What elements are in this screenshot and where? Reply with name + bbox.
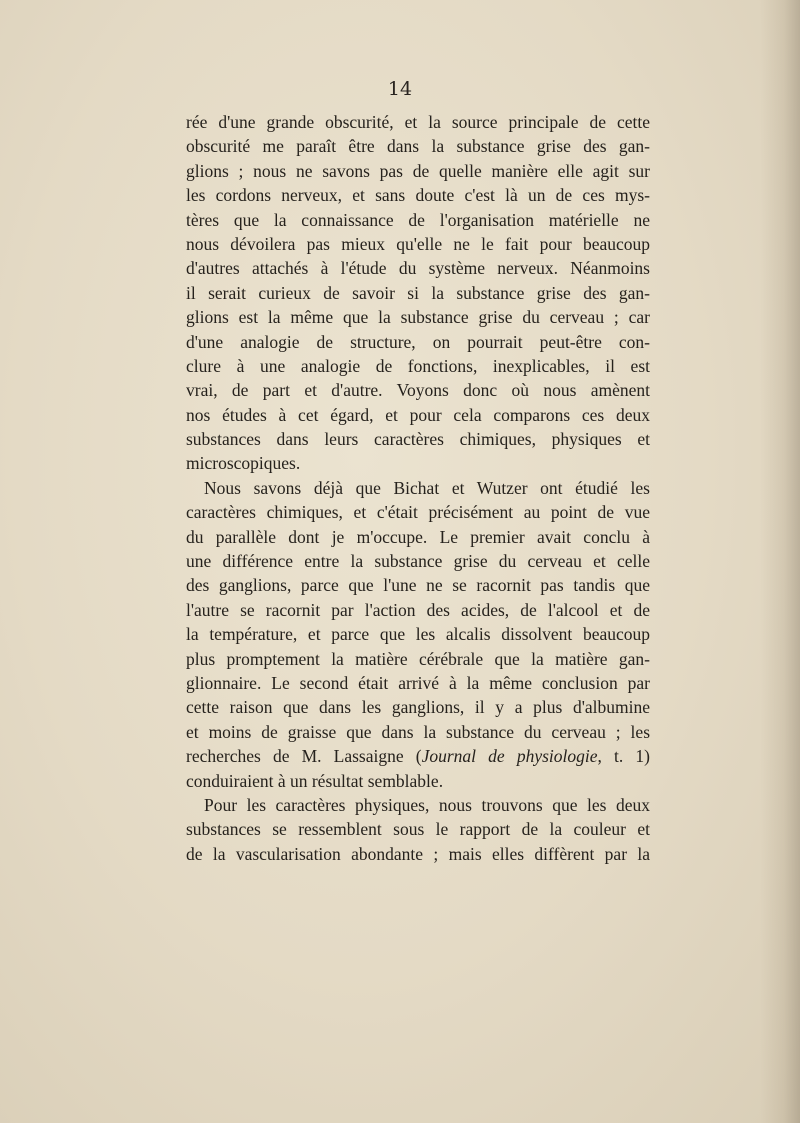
text-line: cette raison que dans les ganglions, il y a plus d'albumine — [186, 697, 650, 718]
text-line: plus promptement la matière cérébrale que la matière gan- — [186, 648, 650, 669]
paragraph-2 — [186, 476, 650, 793]
text-line: Nous savons déjà que Bichat et Wutzer ont étudié les — [204, 477, 650, 498]
text-line: une différence entre la substance grise du cerveau et celle — [186, 551, 650, 572]
text-line: conduiraient à un résultat semblable. — [186, 770, 444, 791]
text-line: la température, et parce que les alcalis dissolvent beaucoup — [186, 624, 650, 645]
text-line: nous dévoilera pas mieux qu'elle ne le fait pour beaucoup — [186, 233, 650, 254]
text-line: rée d'une grande obscurité, et la source principale de cette — [186, 112, 650, 132]
text-line: caractères chimiques, et c'était précisément au point de vue — [186, 502, 650, 523]
text-line: les cordons nerveux, et sans doute c'est là un de ces mys- — [186, 185, 650, 206]
text-line: substances dans leurs caractères chimiques, physiques et — [186, 429, 650, 450]
journal-title: Journal de physiologie — [421, 746, 598, 767]
text-line: nos études à cet égard, et pour cela comparons ces deux — [186, 404, 650, 425]
text-line: il serait curieux de savoir si la substance grise des gan- — [186, 282, 650, 303]
text-line: d'autres attachés à l'étude du système nerveux. Néanmoins — [186, 258, 650, 279]
text-line: de la vascularisation abondante ; mais elles diffèrent par la — [186, 843, 650, 864]
page-number: 14 — [387, 78, 413, 100]
citation-text-before: recherches de M. Lassaigne ( — [186, 746, 422, 767]
text-line: obscurité me paraît être dans la substance grise des gan- — [186, 136, 650, 157]
text-line: et moins de graisse que dans la substance du cerveau ; les — [186, 721, 650, 742]
body-text — [186, 110, 650, 866]
paragraph-3 — [186, 793, 650, 866]
text-line: des ganglions, parce que l'une ne se racornit pas tandis que — [186, 575, 650, 596]
text-line: glions ; nous ne savons pas de quelle manière elle agit sur — [186, 160, 650, 181]
page-edge-shadow — [760, 0, 800, 1123]
citation-text-after: , t. 1) — [597, 746, 650, 767]
text-line: vrai, de part et d'autre. Voyons donc où nous amènent — [186, 380, 650, 401]
paragraph-1 — [186, 110, 650, 476]
text-line: glions est la même que la substance grise du cerveau ; car — [186, 307, 650, 328]
text-line: glionnaire. Le second était arrivé à la même conclusion par — [186, 672, 650, 693]
text-line: d'une analogie de structure, on pourrait peut-être con- — [186, 331, 650, 352]
text-line: substances se ressemblent sous le rapport de la couleur et — [186, 819, 650, 840]
text-line: du parallèle dont je m'occupe. Le premier avait conclu à — [186, 526, 650, 547]
citation-line — [186, 744, 650, 768]
text-line: tères que la connaissance de l'organisation matérielle ne — [186, 209, 650, 230]
text-line: microscopiques. — [186, 453, 301, 474]
text-line: Pour les caractères physiques, nous trouvons que les deux — [204, 794, 650, 815]
text-line: clure à une analogie de fonctions, inexplicables, il est — [186, 355, 650, 376]
text-line: l'autre se racornit par l'action des acides, de l'alcool et de — [186, 599, 650, 620]
